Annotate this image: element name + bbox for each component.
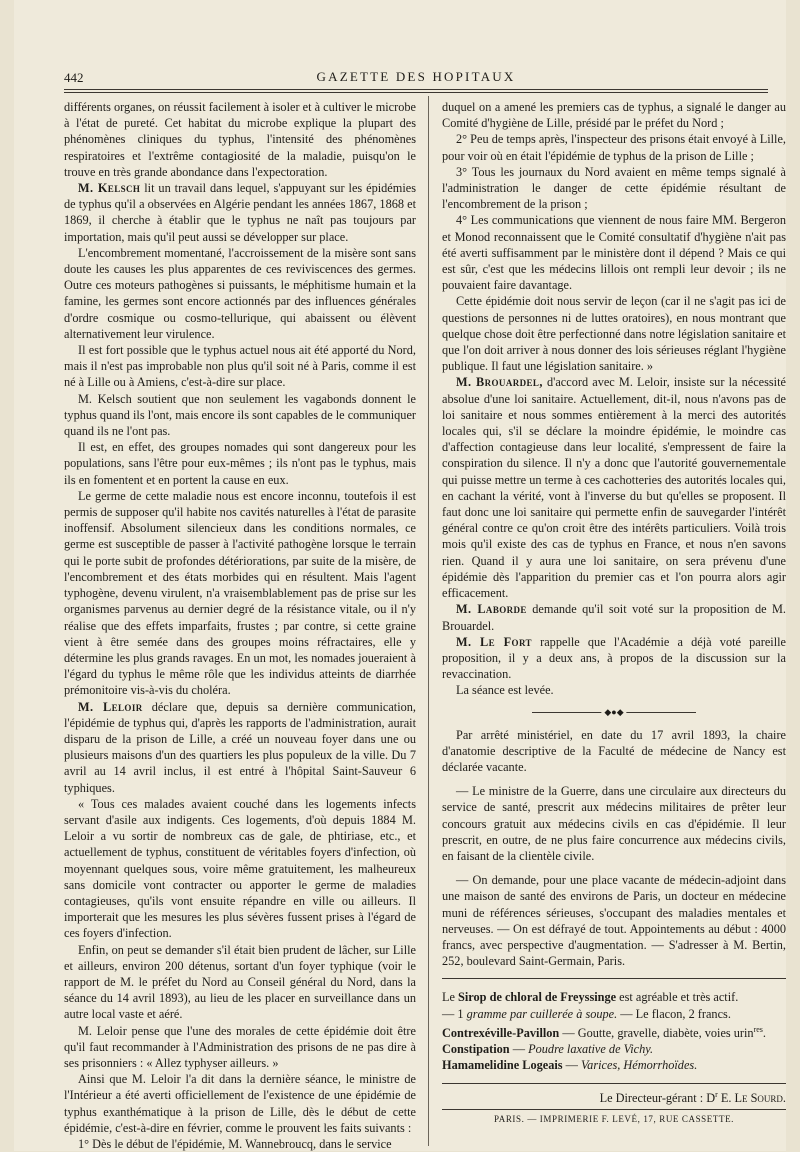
printer-imprint: PARIS. — IMPRIMERIE F. LEVÉ, 17, RUE CASSETTE. xyxy=(493,1113,735,1124)
paragraph: Enfin, on peut se demander s'il était bien prudent de lâcher, sur Lille et ailleurs, environ 200 détenus, sortant d'un foyer typhique (voir le rapport de M. le préfet du Nord au Conseil général du Nord, dans la séance du 14 avril 1893), au lieu de les placer en surveillance dans un autre local vaste et aéré. xyxy=(64,942,416,1022)
right-column xyxy=(442,99,786,1127)
paragraph: 2° Peu de temps après, l'inspecteur des prisons était envoyé à Lille, pour voir où en était l'épidémie de typhus de la prison de Lille ; xyxy=(442,132,786,163)
paragraph: Il est fort possible que le typhus actuel nous ait été apporté du Nord, mais il n'est pas improbable non plus qu'il soit né à Paris, comme il est né à Lille ou à Amiens, c'est-à-dire sur place. xyxy=(64,343,416,390)
advertisement-line: Le Sirop de chloral de Freyssinge est agréable et très actif. xyxy=(442,990,739,1005)
paragraph: L'encombrement momentané, l'accroissement de la misère sont sans doute les causes les plus apparentes de ces reviviscences des germes. Outre ces moteurs pathogènes si puissants, le méphitisme humain et la famine, les germes sont encore actionnés par des influences générales d'ordre cosmique ou cosmo-tellurique, qui abaissent ou élèvent alternativement leur virulence. xyxy=(64,245,416,341)
paragraph: La séance est levée. xyxy=(456,683,554,698)
paragraph: Le germe de cette maladie nous est encore inconnu, toutefois il est permis de supposer qu'il habite nos cavités naturelles à l'état de parasite inoffensif. Absolument silencieux dans les conditions normales, ce germe est susceptible de passer à l'activité pathogène lorsque le terrain qui le porte subit de profondes détériorations, par suite de la misère, de l'encombrement et des états morbides qui en résultent. Mais l'agent typhogène, devenu virulent, n'a vraisemblablement pas de prise sur les organismes parvenus au dernier degré de la résistance vitale, ou il n'y réalise que des effets imparfaits, frustes ; par contre, si cette graine vient à être semée dans des groupes moins réfractaires, elle y détermine les plus grands ravages. En un mot, les nomades joueraient à l'égard du typhus le même rôle que les individus atteints de diarrhée prémonitoire vis-à-vis du choléra. xyxy=(64,488,416,698)
advertisement-line: Constipation — Poudre laxative de Vichy. xyxy=(442,1042,654,1057)
paragraph: duquel on a amené les premiers cas de typhus, a signalé le danger au Comité d'hygiène de Lille, présidé par le préfet du Nord ; xyxy=(442,100,786,131)
paragraph: M. Le Fort rappelle que l'Académie a déjà voté pareille proposition, il y a deux ans, à propos de la discussion sur la revaccination. xyxy=(442,634,787,682)
ads-separator xyxy=(442,978,786,979)
ornament-glyph: ◆●◆ xyxy=(601,707,626,717)
paragraph: M. Brouardel, d'accord avec M. Leloir, insiste sur la nécessité absolue d'une loi sanitaire. Actuellement, dit-il, nous n'avons pas de loi sanitaire et nous sommes entièrement à la merci des autorités locales qui, s'il se déclare la moindre épidémie, le moindre cas d'affection contagieuse dans leur localité, s'empressent de faire la conspiration du silence. Il n'y a donc que l'autorité gouvernementale qui puisse mettre un terme à ces cachotteries des autorités locales qui, en cachant la vérité, vont à l'inverse du but qu'elles se proposent. Il faut donc une loi sanitaire qui permette enfin de sauvegarder l'intérêt général contre ce qu'on croit être des intérêts particuliers. Voilà trois mois qu'il existe des cas de typhus en France, et nous n'en savons rien. Quand il y aura une loi sanitaire, on sera prévenu d'une épidémie dès l'apparition du premier cas et l'on pourra alors agir efficacement. xyxy=(442,375,786,601)
column-separator xyxy=(428,96,429,1146)
running-title: GAZETTE DES HOPITAUX xyxy=(316,69,516,84)
page-number: 442 xyxy=(64,70,84,85)
paragraph: 1° Dès le début de l'épidémie, M. Wannebroucq, dans le service xyxy=(78,1137,392,1151)
paragraph: Il est, en effet, des groupes nomades qui sont dangereux pour les populations, sans l'être pour eux-mêmes ; ils n'ont pas le typhus, mais ils en fomentent et en portent la cause en eux. xyxy=(64,440,416,487)
paragraph: Cette épidémie doit nous servir de leçon (car il ne s'agit pas ici de questions de personnes ni de luttes oratoires), en nous montrant que quelque chose doit être perfectionné dans notre législation sanitaire et que l'on doit arriver à nous donner des lois sérieuses réglant l'hygiène publique. Il faut une législation sanitaire. » xyxy=(442,294,786,374)
advertisement-line: Hamamelidine Logeais — Varices, Hémorrhoïdes. xyxy=(442,1058,698,1073)
paragraph: M. Leloir déclare que, depuis sa dernière communication, l'épidémie de typhus qui, d'après les rapports de l'administration, aurait disparu de la prison de Lille, a créé un nouveau foyer dans une ou plusieurs maisons d'un des quartiers les plus populeux de la ville. Du 7 avril au 14 avril inclus, il est entré à l'hôpital Saint-Sauveur 6 typhiques. xyxy=(64,699,416,795)
speaker-name: M. Kelsch xyxy=(78,181,141,196)
paragraph: 4° Les communications que viennent de nous faire MM. Bergeron et Monod reconnaissent que le Comité consultatif d'hygiène n'ait pas été averti suffisamment par le ministère dont il dépend ? Mais ce qui est sûr, c'est que les médecins lillois ont rempli leur devoir ; ils ne pouvaient faire davantage. xyxy=(442,213,786,293)
speaker-name: M. Laborde xyxy=(456,602,527,617)
speaker-name: M. Brouardel, xyxy=(456,375,543,390)
paragraph: « Tous ces malades avaient couché dans les logements infects servant d'asile aux indigents. Ces logements, d'où depuis 1884 M. Leloir a vu sortir de nombreux cas de gale, de phtiriase, etc., et actuellement de typhus, constituent de véritables foyers d'infection, où moyennant quelques sous, voire même gratuitement, les malheureux sans domicile vont contracter ou apporter le germe de maladies contagieuses, qu'ils vont ensuite répandre en ville ou ailleurs. Il importerait que les mesures les plus sévères fussent prises à l'égard de ces foyers d'infection. xyxy=(64,796,416,941)
left-column xyxy=(64,99,416,1152)
speaker-name: M. Leloir xyxy=(78,699,143,714)
header-rule xyxy=(64,89,768,90)
page-header xyxy=(64,64,768,86)
news-item: — On demande, pour une place vacante de médecin-adjoint dans une maison de santé des environs de Paris, un docteur en médecine muni de références sérieuses, s'occupant des maladies mentales et nerveuses. — On est défrayé de tout. Appointements au début : 4000 francs, avec perspective d'augmentation. — S'adresser à M. Bertin, 252, boulevard Saint-Germain, Paris. xyxy=(442,873,786,969)
advertisement-line: Contrexéville-Pavillon — Goutte, gravelle, diabète, voies urin$^{res}$. xyxy=(442,1024,766,1040)
news-item: Par arrêté ministériel, en date du 17 avril 1893, la chaire d'anatomie descriptive de la Faculté de médecine de Nancy est déclarée vacante. xyxy=(442,727,786,774)
paragraph: Ainsi que M. Leloir l'a dit dans la dernière séance, le ministre de l'Intérieur a été averti officiellement de l'existence de une épidémie de typhus exanthématique à la prison de Lille, dès le début de cette épidémie, c'est-à-dire en février, comme le prouvent les faits suivants : xyxy=(64,1072,416,1135)
paragraph: M. Leloir pense que l'une des morales de cette épidémie doit être qu'il faut recommander à l'Administration des prisons de ne pas dire à ses prisonniers : « Allez typhyser ailleurs. » xyxy=(64,1023,416,1070)
advertisement-line: — 1 gramme par cuillerée à soupe. — Le flacon, 2 francs. xyxy=(442,1006,731,1021)
news-item: — Le ministre de la Guerre, dans une circulaire aux directeurs du service de santé, prescrit aux médecins militaires de prêter leur concours gratuit aux médecins civils en cas d'épidémie. Il leur prescrit, en outre, de ne plus faire concurrence aux médecins civils, en faisant de la clientèle civile. xyxy=(442,784,786,863)
publisher-signature: Le Directeur-gérant : $D^r$ E. Le Sourd. xyxy=(442,1083,786,1109)
section-ornament xyxy=(442,707,786,717)
speaker-name: M. Le Fort xyxy=(456,634,532,649)
paragraph: 3° Tous les journaux du Nord avaient en même temps signalé à l'administration le danger de cette épidémie résultant de l'encombrement de la prison ; xyxy=(442,164,786,212)
paragraph: M. Laborde demande qu'il soit voté sur la proposition de M. Brouardel. xyxy=(442,602,786,633)
header-rule-double xyxy=(64,92,768,93)
paragraph: M. Kelsch lit un travail dans lequel, s'appuyant sur les épidémies de typhus qu'il a observées en Algérie pendant les années 1867, 1868 et 1869, il cherche à établir que le typhus ne naît pas toujours par importation, mais qu'il peut aussi se développer sur place. xyxy=(64,181,416,244)
paragraph: M. Kelsch soutient que non seulement les vagabonds donnent le typhus quand ils l'ont, mais encore ils sont capables de le communiquer quand ils ne l'ont pas. xyxy=(64,391,416,439)
newspaper-page xyxy=(14,0,786,1151)
paragraph: différents organes, on réussit facilement à isoler et à cultiver le microbe à l'état de pureté. Cet habitat du microbe explique la plupart des phénomènes cliniques du typhus, l'intensité des phénomènes respiratoires et l'extrême contagiosité de la maladie, puisqu'on le trouve en très grande abondance dans l'expectoration. xyxy=(64,100,416,179)
